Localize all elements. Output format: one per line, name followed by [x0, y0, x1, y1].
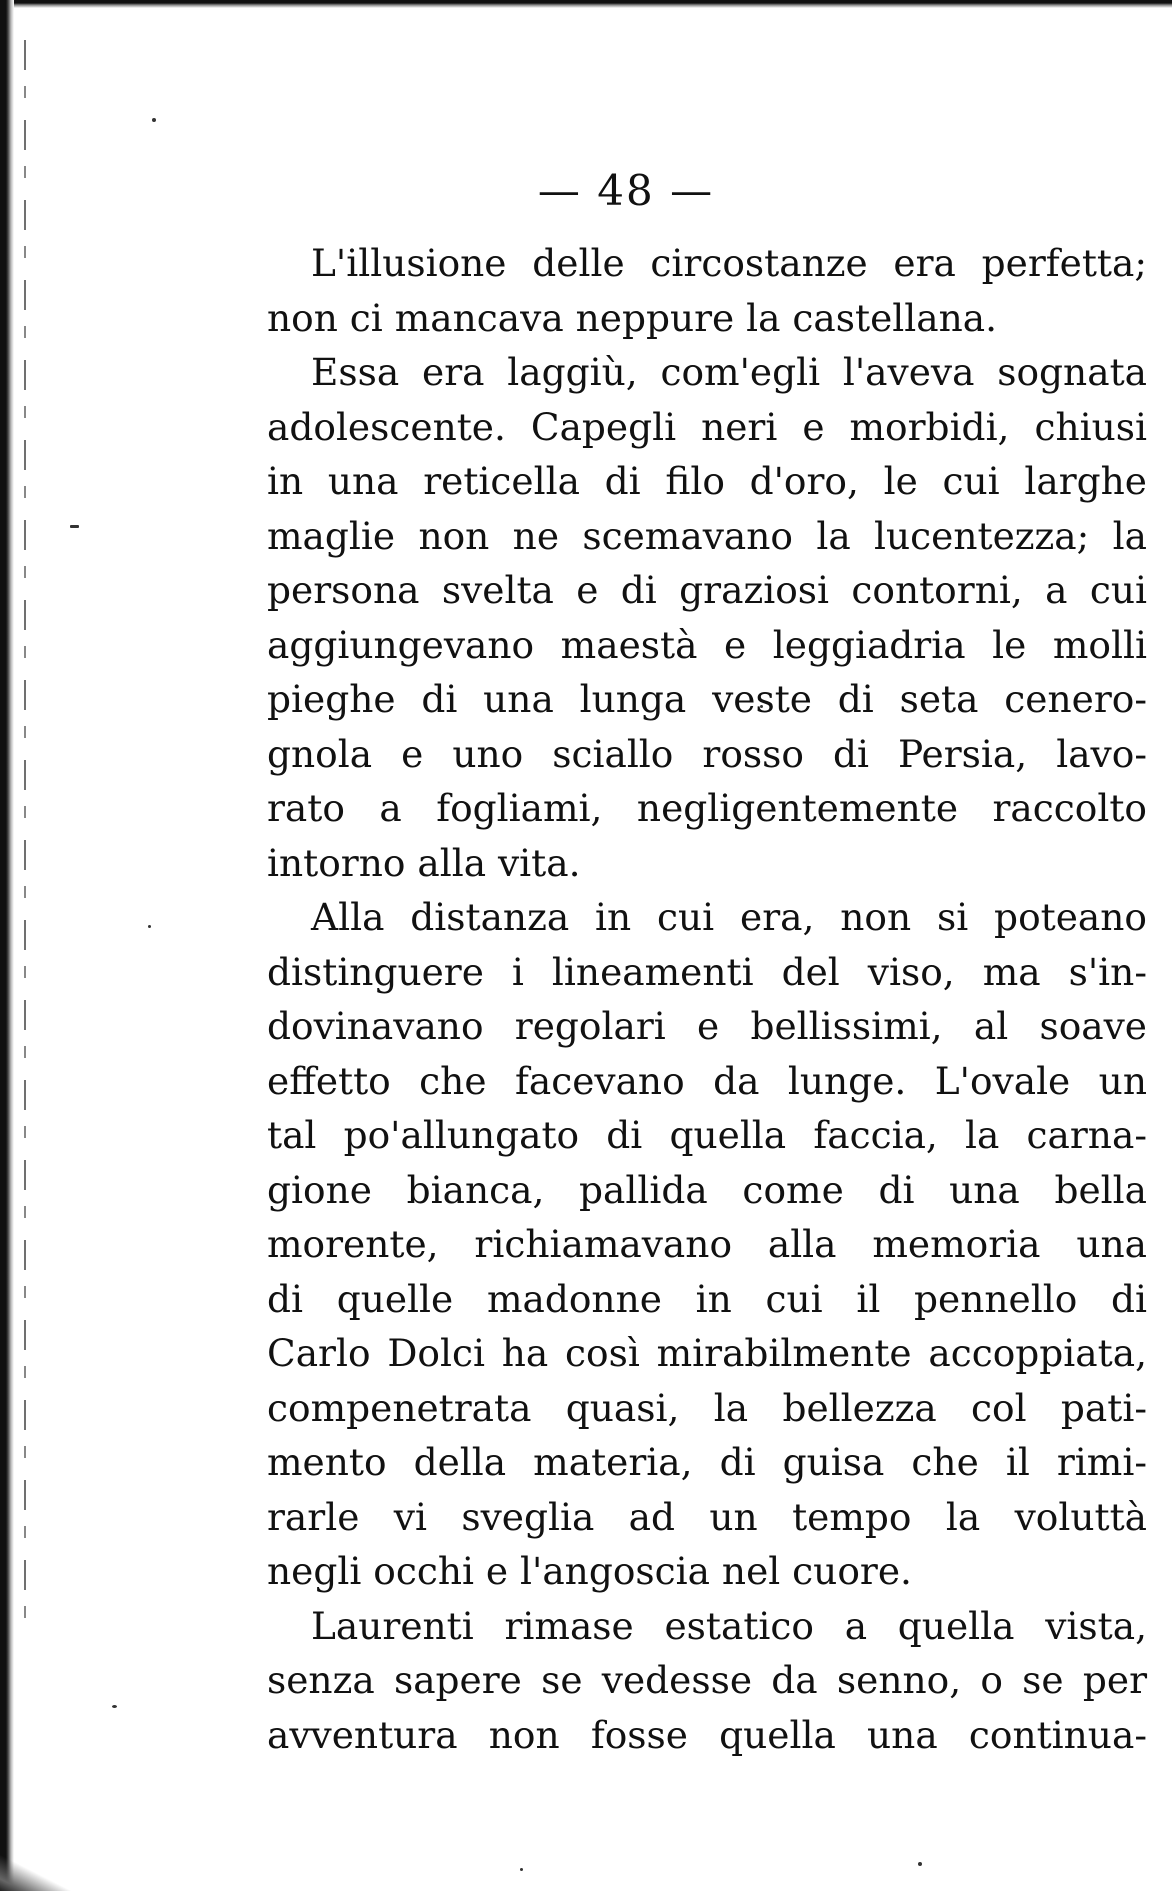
text-line: Alla distanza in cui era, non si poteano — [311, 895, 1147, 939]
scan-edge-hairline — [24, 40, 26, 1640]
text-line: gione bianca, pallida come di una bella — [267, 1167, 1147, 1212]
paragraph — [267, 236, 1147, 345]
text-line: persona svelta e di graziosi contorni, a cui — [267, 568, 1147, 612]
paragraph — [267, 345, 1147, 890]
scan-speck — [148, 925, 151, 928]
scan-edge-top — [0, 0, 1172, 8]
body-text — [267, 236, 1147, 1762]
text-line: non ci mancava neppure la castellana. — [267, 295, 998, 340]
text-line: distinguere i lineamenti del viso, ma s'in- — [267, 949, 1147, 994]
scan-speck — [152, 118, 156, 122]
text-line: rato a fogliami, negligentemente raccolto — [267, 786, 1147, 830]
scan-speck — [520, 1868, 523, 1871]
scan-edge-left — [0, 0, 14, 1891]
text-line: avventura non fosse quella una continua- — [267, 1712, 1147, 1757]
text-line: rarle vi sveglia ad un tempo la voluttà — [267, 1494, 1147, 1539]
paragraph — [267, 890, 1147, 1599]
text-line: gnola e uno sciallo rosso di Persia, lavo- — [267, 731, 1147, 776]
text-line: in una reticella di filo d'oro, le cui larghe — [267, 459, 1147, 503]
text-line: tal po'allungato di quella faccia, la carna- — [267, 1113, 1147, 1157]
text-line: dovinavano regolari e bellissimi, al soave — [267, 1004, 1147, 1048]
scan-speck — [112, 1705, 117, 1708]
text-line: compenetrata quasi, la bellezza col pati- — [267, 1385, 1147, 1430]
text-line: morente, richiamavano alla memoria una — [267, 1222, 1147, 1266]
scan-edge-bottom-left — [0, 1830, 120, 1891]
scan-speck — [918, 1862, 922, 1866]
text-line: pieghe di una lunga veste di seta cenero- — [267, 677, 1147, 721]
text-line: maglie non ne scemavano la lucentezza; la — [267, 513, 1147, 558]
text-line: senza sapere se vedesse da senno, o se per — [267, 1658, 1147, 1702]
text-line: effetto che facevano da lunge. L'ovale un — [267, 1058, 1147, 1103]
text-line: aggiungevano maestà e leggiadria le molli — [267, 622, 1147, 667]
text-line: mento della materia, di guisa che il rimi- — [267, 1440, 1147, 1484]
text-line: negli occhi e l'angoscia nel cuore. — [267, 1549, 912, 1593]
text-line: adolescente. Capegli neri e morbidi, chiusi — [267, 404, 1147, 449]
scan-speck — [70, 525, 79, 528]
text-line: di quelle madonne in cui il pennello di — [267, 1276, 1147, 1321]
text-line: L'illusione delle circostanze era perfetta; — [311, 241, 1147, 285]
page-number: — 48 — — [537, 166, 715, 215]
paragraph — [267, 1599, 1147, 1763]
text-line: Carlo Dolci ha così mirabilmente accoppiata, — [267, 1331, 1147, 1375]
text-line: Laurenti rimase estatico a quella vista, — [311, 1603, 1147, 1648]
text-line: Essa era laggiù, com'egli l'aveva sognata — [311, 350, 1147, 394]
text-line: intorno alla vita. — [267, 840, 581, 885]
